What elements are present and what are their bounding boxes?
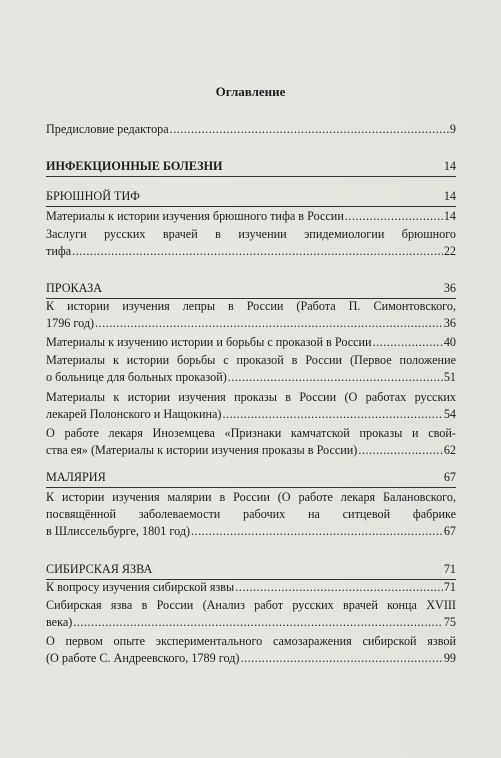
toc-entry[interactable] (46, 352, 456, 386)
toc-entry[interactable] (46, 389, 456, 423)
entry-page: 99 (443, 651, 456, 665)
entry-text-cont: лекарей Полонского и Нащокина) (46, 407, 222, 421)
toc-title: Оглавление (215, 84, 286, 99)
entry-text-cont: (О работе С. Андреевского, 1789 год) (46, 651, 240, 665)
entry-text: Сибирская язва в России (Анализ работ русских врачей конца XVIII (46, 598, 456, 612)
entry-text: Заслуги русских врачей в изучении эпидемиологии брюшного (46, 227, 456, 241)
toc-section-typhoid[interactable] (46, 188, 456, 207)
section-page: 71 (443, 562, 456, 576)
entry-text-cont: 1796 год) (46, 316, 95, 330)
entry-page: 14 (443, 209, 456, 223)
entry-text: Материалы к изучению истории и борьбы с проказой в России (46, 335, 372, 349)
entry-page: 9 (449, 122, 456, 136)
entry-text: Предисловие редактора (46, 122, 169, 136)
entry-text: Материалы к истории изучения брюшного тифа в России (46, 209, 344, 223)
toc-entry[interactable] (46, 579, 456, 596)
entry-text-cont: тифа (46, 244, 72, 258)
entry-page: 71 (443, 580, 456, 594)
toc-entry[interactable] (46, 208, 456, 225)
section-title: МАЛЯРИЯ (46, 470, 106, 484)
section-title: ПРОКАЗА (46, 281, 103, 295)
entry-page: 75 (443, 615, 456, 629)
entry-page: 67 (443, 524, 456, 538)
entry-text-cont: в Шлиссельбурге, 1801 год) (46, 524, 191, 538)
section-page: 36 (443, 281, 456, 295)
section-page: 14 (443, 189, 456, 203)
entry-text-cont: века) (46, 615, 73, 629)
entry-text: К истории изучения лепры в России (Работа П. Симонтовского, (46, 299, 456, 313)
toc-entry[interactable] (46, 633, 456, 667)
entry-page: 51 (443, 370, 456, 384)
entry-text-cont: посвящённой заболеваемости рабочих на ситцевой фабрике (46, 507, 456, 521)
entry-page: 62 (443, 443, 456, 457)
toc-section-malaria[interactable] (46, 469, 456, 488)
section-title: СИБИРСКАЯ ЯЗВА (46, 562, 153, 576)
entry-text: О работе лекаря Иноземцева «Признаки камчатской проказы и свой- (46, 426, 456, 440)
toc-entry[interactable] (46, 226, 456, 260)
entry-text: К вопросу изучения сибирской язвы (46, 580, 235, 594)
entry-text: Материалы к истории борьбы с проказой в России (Первое положение (46, 353, 456, 367)
entry-page: 22 (443, 244, 456, 258)
entry-text-cont: ства ея» (Материалы к истории изучения проказы в России) (46, 443, 358, 457)
entry-text-cont: о больнице для больных проказой) (46, 370, 227, 384)
toc-entry[interactable] (46, 298, 456, 332)
toc-entry-preface[interactable] (46, 121, 456, 138)
toc-entry[interactable] (46, 597, 456, 631)
toc-section-anthrax[interactable] (46, 561, 456, 580)
toc-entry[interactable] (46, 425, 456, 459)
part-page: 14 (443, 159, 456, 173)
entry-text: Материалы к истории изучения проказы в России (О работах русских (46, 390, 456, 404)
entry-text: О первом опыте экспериментального самозаражения сибирской язвой (46, 634, 456, 648)
entry-text: К истории изучения малярии в России (О работе лекаря Балановского, (46, 490, 456, 504)
entry-page: 54 (443, 407, 456, 421)
toc-entry[interactable] (46, 489, 456, 540)
toc-section-leprosy[interactable] (46, 280, 456, 299)
section-title: БРЮШНОЙ ТИФ (46, 189, 140, 203)
toc-part-infectious[interactable] (46, 158, 456, 177)
section-page: 67 (443, 470, 456, 484)
entry-page: 40 (443, 335, 456, 349)
entry-page: 36 (443, 316, 456, 330)
part-title: ИНФЕКЦИОННЫЕ БОЛЕЗНИ (46, 159, 223, 173)
toc-entry[interactable] (46, 334, 456, 351)
